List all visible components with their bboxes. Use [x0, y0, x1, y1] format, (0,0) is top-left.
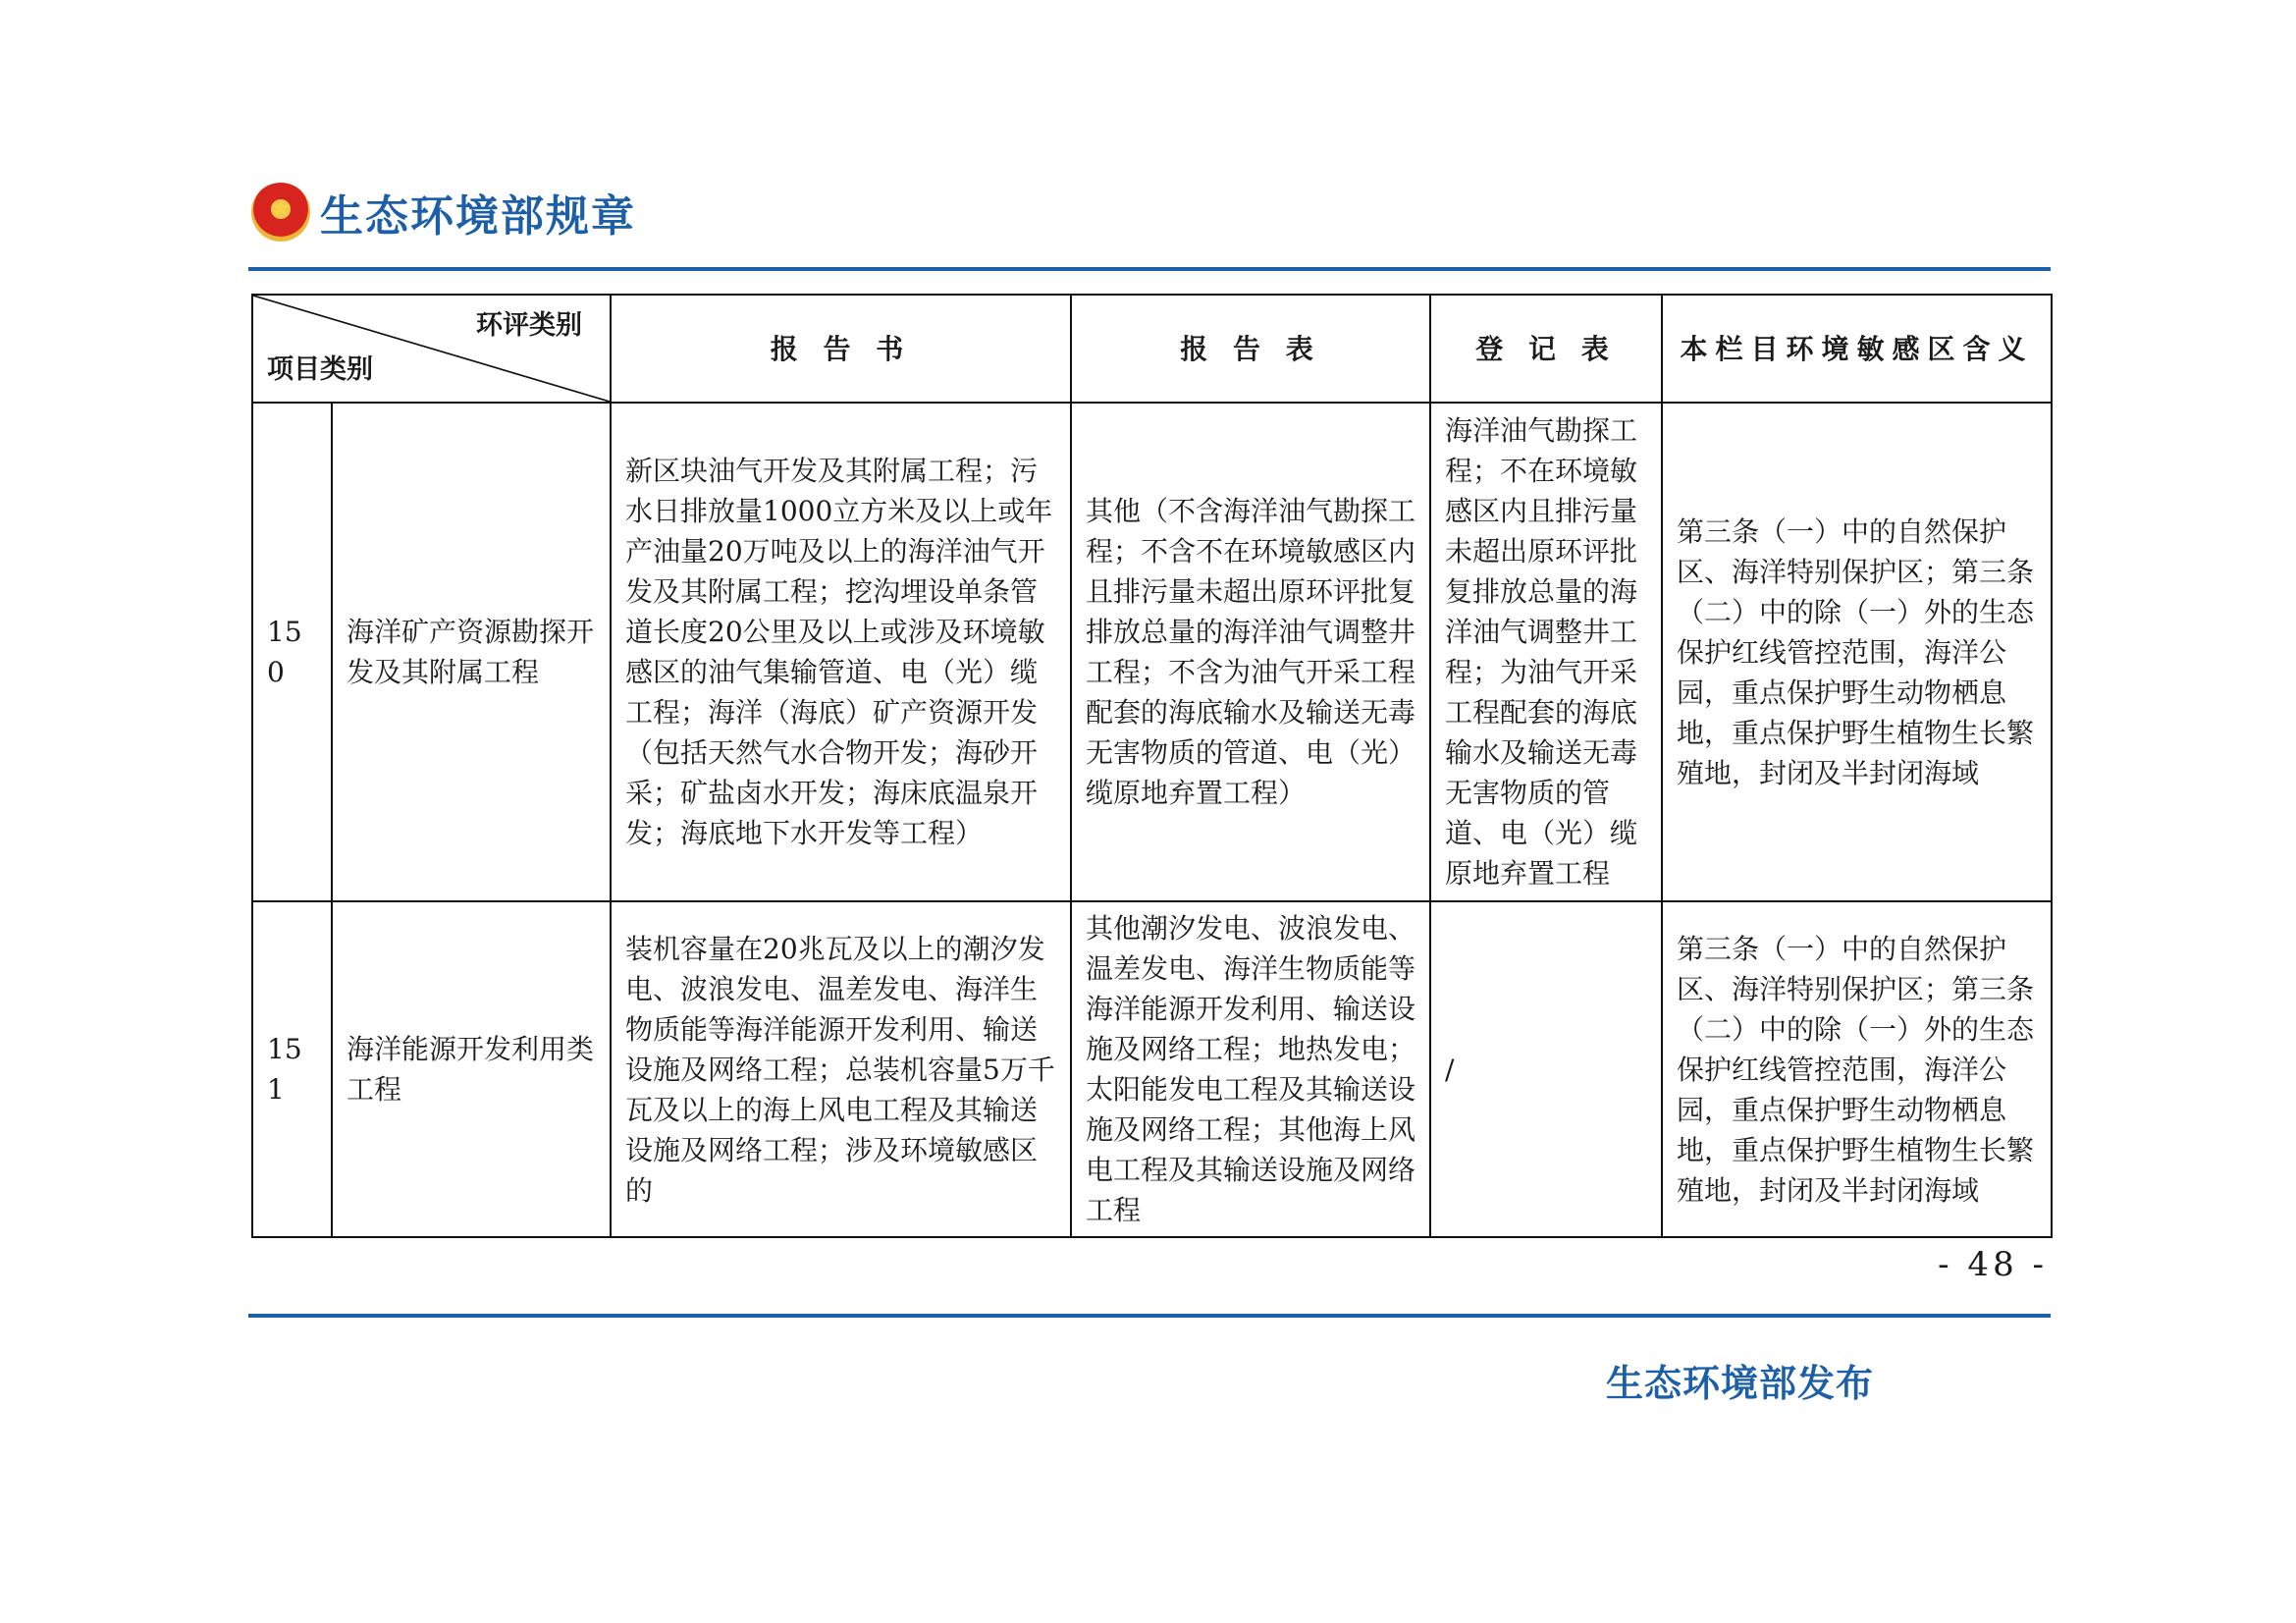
footer-publisher: 生态环境部发布 — [1606, 1362, 1875, 1405]
row-report-form: 其他潮汐发电、波浪发电、温差发电、海洋生物质能等海洋能源开发利用、输送设施及网络工程；地热发电；太阳能发电工程及其输送设施及网络工程；其他海上风电工程及其输送设施及网络工程 — [1071, 901, 1430, 1237]
row-report-form: 其他（不含海洋油气勘探工程；不含不在环境敏感区内且排污量未超出原环评批复排放总量的海洋油气调整井工程；不含为油气开采工程配套的海底输水及输送无毒无害物质的管道、电（光）缆原地弃置工程） — [1071, 403, 1430, 901]
header-title: 生态环境部规章 — [320, 191, 636, 242]
row-category: 海洋能源开发利用类工程 — [332, 901, 611, 1237]
column-header-sensitive-area: 本栏目环境敏感区含义 — [1662, 295, 2052, 403]
row-registration: / — [1430, 901, 1662, 1237]
row-sensitive-area: 第三条（一）中的自然保护区、海洋特别保护区；第三条（二）中的除（一）外的生态保护红线管控范围，海洋公园，重点保护野生动物栖息地，重点保护野生植物生长繁殖地，封闭及半封闭海域 — [1662, 901, 2052, 1237]
corner-header-cell — [252, 295, 611, 403]
national-emblem-icon — [251, 183, 310, 242]
row-report-book: 装机容量在20兆瓦及以上的潮汐发电、波浪发电、温差发电、海洋生物质能等海洋能源开发利用、输送设施及网络工程；总装机容量5万千瓦及以上的海上风电工程及其输送设施及网络工程；涉及环境敏感区的 — [611, 901, 1071, 1237]
table-row — [252, 901, 2052, 1237]
footer-divider — [248, 1314, 2051, 1318]
row-registration: 海洋油气勘探工程；不在环境敏感区内且排污量未超出原环评批复排放总量的海洋油气调整井工程；为油气开采工程配套的海底输水及输送无毒无害物质的管道、电（光）缆原地弃置工程 — [1430, 403, 1662, 901]
row-sensitive-area: 第三条（一）中的自然保护区、海洋特别保护区；第三条（二）中的除（一）外的生态保护红线管控范围，海洋公园，重点保护野生动物栖息地，重点保护野生植物生长繁殖地，封闭及半封闭海域 — [1662, 403, 2052, 901]
row-report-book: 新区块油气开发及其附属工程；污水日排放量1000立方米及以上或年产油量20万吨及以上的海洋油气开发及其附属工程；挖沟埋设单条管道长度20公里及以上或涉及环境敏感区的油气集输管道、电（光）缆工程；海洋（海底）矿产资源开发（包括天然气水合物开发；海砂开采；矿盐卤水开发；海床底温泉开发；海底地下水开发等工程） — [611, 403, 1071, 901]
table-header-row — [252, 295, 2052, 403]
row-category: 海洋矿产资源勘探开发及其附属工程 — [332, 403, 611, 901]
header-divider — [248, 267, 2051, 271]
table-row — [252, 403, 2052, 901]
page-number: - 48 - — [1938, 1245, 2048, 1284]
classification-table — [251, 294, 2053, 1238]
column-header-report-form: 报 告 表 — [1071, 295, 1430, 403]
row-number: 150 — [252, 403, 332, 901]
column-header-report-book: 报 告 书 — [611, 295, 1071, 403]
page-header — [251, 175, 636, 249]
row-number: 151 — [252, 901, 332, 1237]
corner-bottom-label: 项目类别 — [267, 354, 373, 385]
corner-top-label: 环评类别 — [476, 310, 582, 341]
column-header-registration: 登 记 表 — [1430, 295, 1662, 403]
